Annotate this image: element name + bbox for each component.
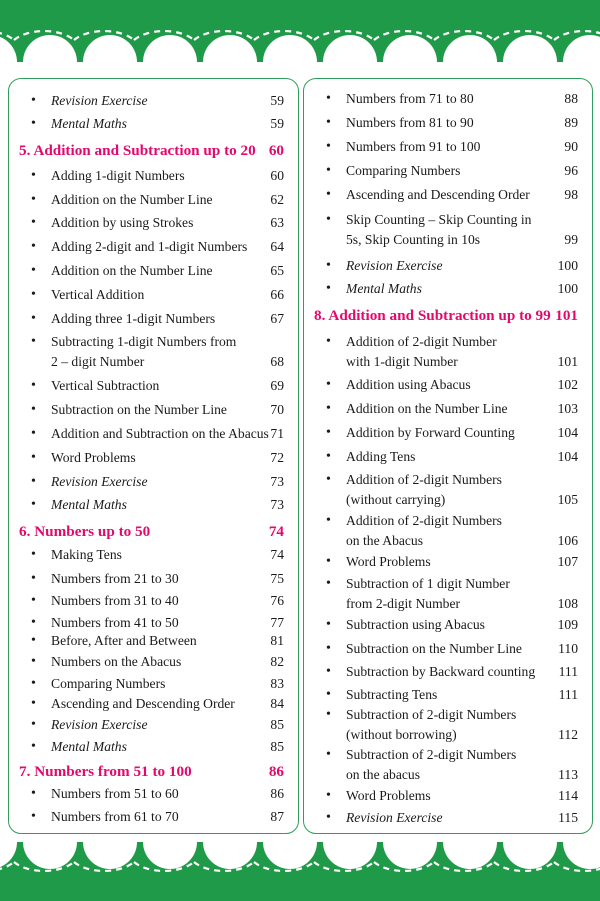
toc-entry (9, 213, 298, 233)
scallop-border-top (0, 0, 600, 62)
bullet-icon: • (31, 263, 36, 278)
toc-entry (304, 185, 592, 205)
toc-entry (9, 332, 298, 372)
toc-entry-title: Adding Tens (346, 449, 416, 464)
toc-entry (304, 447, 592, 467)
toc-entry-title: Mental Maths (51, 739, 127, 754)
toc-entry (9, 261, 298, 281)
toc-entry (9, 715, 298, 735)
bullet-icon: • (31, 192, 36, 207)
toc-entry-title: Revision Exercise (346, 258, 443, 273)
toc-page-number: 67 (270, 311, 284, 326)
toc-page-number: 87 (270, 809, 284, 824)
bullet-icon: • (31, 239, 36, 254)
toc-entry-title: Addition of 2-digit Number (346, 334, 497, 349)
toc-entry-title: Adding 1-digit Numbers (51, 168, 185, 183)
toc-chapter-heading (9, 522, 298, 542)
toc-page-number: 68 (270, 354, 284, 369)
bullet-icon: • (31, 497, 36, 512)
bullet-icon: • (31, 654, 36, 669)
toc-entry (304, 210, 592, 250)
toc-entry (9, 807, 298, 827)
toc-entry (9, 166, 298, 186)
toc-page-number: 63 (270, 215, 284, 230)
toc-page-number: 66 (270, 287, 284, 302)
toc-entry-title: Numbers from 61 to 70 (51, 809, 179, 824)
toc-entry-title: Vertical Addition (51, 287, 145, 302)
toc-entry-title: Numbers on the Abacus (51, 654, 182, 669)
toc-entry (9, 190, 298, 210)
bullet-icon: • (31, 311, 36, 326)
toc-entry-title: Subtraction using Abacus (346, 617, 485, 632)
toc-page-number: 85 (270, 739, 284, 754)
toc-entry (304, 786, 592, 806)
toc-entry (304, 137, 592, 157)
toc-page-number: 105 (557, 492, 578, 507)
toc-page-number: 70 (270, 402, 284, 417)
toc-page-number: 71 (270, 426, 284, 441)
bullet-icon: • (31, 809, 36, 824)
toc-page-number: 73 (270, 497, 284, 512)
toc-entry-title: Addition of 2-digit Numbers (346, 472, 502, 487)
bullet-icon: • (31, 402, 36, 417)
toc-page-number: 89 (564, 115, 578, 130)
bullet-icon: • (326, 281, 331, 296)
toc-entry (9, 400, 298, 420)
toc-entry-title: Subtracting 1-digit Numbers from (51, 334, 237, 349)
bullet-icon: • (326, 449, 331, 464)
bullet-icon: • (326, 425, 331, 440)
toc-entry (9, 545, 298, 565)
bullet-icon: • (31, 215, 36, 230)
toc-entry-title: Word Problems (346, 554, 431, 569)
toc-page-number: 69 (270, 378, 284, 393)
toc-page-number: 101 (557, 354, 578, 369)
bullet-icon: • (31, 378, 36, 393)
toc-entry (9, 737, 298, 757)
toc-entry (9, 114, 298, 134)
toc-entry-title: Mental Maths (346, 281, 422, 296)
bullet-icon: • (31, 633, 36, 648)
toc-entry (9, 376, 298, 396)
toc-entry (304, 685, 592, 705)
bullet-icon: • (31, 93, 36, 108)
toc-entry-title: Making Tens (51, 547, 122, 562)
toc-page-number: 62 (270, 192, 284, 207)
bullet-icon: • (31, 739, 36, 754)
toc-entry-title: 7. Numbers from 51 to 100 (19, 763, 192, 780)
toc-page-number: 59 (270, 93, 284, 108)
toc-page-number: 64 (270, 239, 284, 254)
toc-entry (304, 375, 592, 395)
toc-entry-title: Adding 2-digit and 1-digit Numbers (51, 239, 248, 254)
bullet-icon: • (326, 747, 331, 762)
toc-page-number: 90 (564, 139, 578, 154)
toc-entry (9, 237, 298, 257)
toc-page-number: 100 (557, 258, 578, 273)
toc-page-number: 88 (564, 91, 578, 106)
toc-entry (304, 256, 592, 276)
toc-entry-title: from 2-digit Number (346, 596, 461, 611)
toc-entry (9, 674, 298, 694)
bullet-icon: • (326, 687, 331, 702)
toc-entry (9, 613, 298, 633)
toc-entry-title: Addition on the Number Line (51, 192, 213, 207)
toc-entry (9, 285, 298, 305)
bullet-icon: • (326, 810, 331, 825)
toc-page-number: 74 (270, 547, 284, 562)
toc-entry-title: Before, After and Between (51, 633, 197, 648)
toc-entry (304, 705, 592, 745)
bullet-icon: • (326, 472, 331, 487)
toc-page-number: 113 (558, 767, 578, 782)
toc-page-number: 104 (557, 425, 578, 440)
toc-page-number: 108 (557, 596, 578, 611)
toc-entry-title: Numbers from 71 to 80 (346, 91, 474, 106)
toc-entry-title: Numbers from 51 to 60 (51, 786, 179, 801)
bottom-decorative-band (0, 842, 600, 901)
toc-entry-title: Skip Counting – Skip Counting in (346, 212, 532, 227)
bullet-icon: • (326, 554, 331, 569)
toc-chapter-heading (304, 306, 592, 326)
toc-entry (304, 423, 592, 443)
toc-entry-title: Numbers from 81 to 90 (346, 115, 474, 130)
toc-page-number: 82 (270, 654, 284, 669)
toc-page-number: 84 (270, 696, 284, 711)
toc-entry-title: on the abacus (346, 767, 420, 782)
toc-entry-title: 5. Addition and Subtraction up to 20 (19, 142, 256, 159)
toc-page-number: 102 (557, 377, 578, 392)
bullet-icon: • (326, 707, 331, 722)
toc-page-number: 65 (270, 263, 284, 278)
bullet-icon: • (326, 664, 331, 679)
toc-entry-title: Subtraction on the Number Line (346, 641, 522, 656)
toc-entry-title: Addition and Subtraction on the Abacus (51, 426, 269, 441)
toc-page-number: 96 (564, 163, 578, 178)
toc-entry-title: Revision Exercise (51, 93, 148, 108)
toc-entry-title: Subtraction by Backward counting (346, 664, 536, 679)
toc-page-number: 81 (270, 633, 284, 648)
bullet-icon: • (31, 426, 36, 441)
toc-entry-title: Numbers from 31 to 40 (51, 593, 179, 608)
toc-page-number: 76 (270, 593, 284, 608)
toc-entry-title: Subtraction of 1 digit Number (346, 576, 510, 591)
toc-entry (9, 631, 298, 651)
bullet-icon: • (326, 115, 331, 130)
toc-entry-title: Subtraction on the Number Line (51, 402, 227, 417)
toc-entry (9, 424, 298, 444)
toc-page-number: 59 (270, 116, 284, 131)
toc-page-number: 104 (557, 449, 578, 464)
bullet-icon: • (326, 212, 331, 227)
toc-page-number: 101 (555, 307, 578, 324)
toc-entry (304, 552, 592, 572)
toc-page-number: 111 (558, 664, 578, 679)
toc-page-number: 115 (558, 810, 578, 825)
toc-entry-title: Numbers from 21 to 30 (51, 571, 179, 586)
toc-entry-title: Numbers from 91 to 100 (346, 139, 481, 154)
toc-page-number: 103 (557, 401, 578, 416)
toc-page-number: 109 (557, 617, 578, 632)
toc-entry-title: Numbers from 41 to 50 (51, 615, 179, 630)
toc-page-number: 60 (270, 168, 284, 183)
toc-entry-title: Addition using Abacus (346, 377, 471, 392)
bullet-icon: • (326, 187, 331, 202)
toc-entry-title: 6. Numbers up to 50 (19, 523, 151, 540)
toc-page-number: 83 (270, 676, 284, 691)
toc-entry-title: Word Problems (346, 788, 431, 803)
toc-page-number: 99 (564, 232, 578, 247)
toc-entry-title: Vertical Subtraction (51, 378, 160, 393)
bullet-icon: • (31, 593, 36, 608)
bullet-icon: • (31, 615, 36, 630)
bullet-icon: • (326, 576, 331, 591)
toc-entry-title: Addition on the Number Line (51, 263, 213, 278)
toc-entry-title: Revision Exercise (51, 474, 148, 489)
toc-entry (304, 279, 592, 299)
bullet-icon: • (31, 676, 36, 691)
top-decorative-band (0, 0, 600, 62)
toc-entry-title: 2 – digit Number (51, 354, 145, 369)
toc-entry (9, 591, 298, 611)
toc-page-number: 72 (270, 450, 284, 465)
toc-entry (304, 399, 592, 419)
toc-entry (9, 569, 298, 589)
toc-entry (9, 91, 298, 111)
toc-entry-title: 5s, Skip Counting in 10s (346, 232, 481, 247)
toc-entry-title: Addition of 2-digit Numbers (346, 513, 502, 528)
toc-page-number: 110 (558, 641, 578, 656)
toc-chapter-heading (9, 141, 298, 161)
toc-column-right (303, 78, 593, 834)
toc-page-number: 111 (558, 687, 578, 702)
toc-entry (304, 745, 592, 785)
toc-entry-title: Revision Exercise (346, 810, 443, 825)
toc-page-number: 60 (268, 142, 284, 159)
scallop-border-bottom (0, 842, 600, 901)
toc-entry (304, 511, 592, 551)
bullet-icon: • (31, 287, 36, 302)
bullet-icon: • (31, 547, 36, 562)
toc-entry (304, 113, 592, 133)
bullet-icon: • (31, 786, 36, 801)
bullet-icon: • (326, 139, 331, 154)
toc-entry-title: Comparing Numbers (51, 676, 166, 691)
toc-page-number: 100 (557, 281, 578, 296)
toc-entry-title: (without carrying) (346, 492, 446, 507)
toc-entry-title: with 1-digit Number (346, 354, 458, 369)
toc-entry (304, 662, 592, 682)
toc-entry (9, 495, 298, 515)
toc-entry (304, 808, 592, 828)
toc-entry-title: Word Problems (51, 450, 136, 465)
toc-entry-title: Addition by using Strokes (51, 215, 194, 230)
toc-entry-title: Subtracting Tens (346, 687, 438, 702)
toc-chapter-heading (9, 762, 298, 782)
toc-entry (9, 652, 298, 672)
toc-entry-title: 8. Addition and Subtraction up to 99 (314, 307, 551, 324)
bullet-icon: • (326, 617, 331, 632)
bullet-icon: • (31, 334, 36, 349)
toc-entry-title: Subtraction of 2-digit Numbers (346, 707, 517, 722)
bullet-icon: • (31, 717, 36, 732)
toc-entry (304, 615, 592, 635)
toc-page-number: 86 (268, 763, 284, 780)
toc-entry-title: Subtraction of 2-digit Numbers (346, 747, 517, 762)
toc-entry-title: (without borrowing) (346, 727, 457, 742)
bullet-icon: • (31, 116, 36, 131)
toc-page-number: 74 (268, 523, 284, 540)
toc-entry (304, 161, 592, 181)
toc-entry-title: Ascending and Descending Order (51, 696, 235, 711)
toc-page-number: 114 (558, 788, 578, 803)
bullet-icon: • (31, 450, 36, 465)
bullet-icon: • (326, 377, 331, 392)
toc-page-number: 85 (270, 717, 284, 732)
toc-page-number: 112 (558, 727, 578, 742)
bullet-icon: • (326, 334, 331, 349)
toc-entry (304, 332, 592, 372)
bullet-icon: • (326, 641, 331, 656)
toc-page-number: 75 (270, 571, 284, 586)
toc-entry-title: Revision Exercise (51, 717, 148, 732)
bullet-icon: • (31, 696, 36, 711)
toc-entry (9, 784, 298, 804)
toc-entry (9, 472, 298, 492)
bullet-icon: • (31, 168, 36, 183)
toc-entry-title: Addition on the Number Line (346, 401, 508, 416)
bullet-icon: • (326, 401, 331, 416)
toc-page-number: 86 (270, 786, 284, 801)
bullet-icon: • (326, 163, 331, 178)
toc-page-number: 98 (564, 187, 578, 202)
toc-column-left (8, 78, 299, 834)
bullet-icon: • (326, 91, 331, 106)
toc-entry-title: Comparing Numbers (346, 163, 461, 178)
toc-entry-title: on the Abacus (346, 533, 424, 548)
toc-entry (9, 309, 298, 329)
toc-page-number: 106 (557, 533, 578, 548)
toc-page-number: 107 (557, 554, 578, 569)
toc-entry (304, 470, 592, 510)
bullet-icon: • (326, 788, 331, 803)
toc-entry-title: Adding three 1-digit Numbers (51, 311, 216, 326)
toc-entry (304, 89, 592, 109)
bullet-icon: • (31, 474, 36, 489)
toc-entry-title: Mental Maths (51, 116, 127, 131)
toc-entry-title: Ascending and Descending Order (346, 187, 530, 202)
toc-entry-title: Mental Maths (51, 497, 127, 512)
toc-page-number: 73 (270, 474, 284, 489)
toc-entry (304, 574, 592, 614)
toc-entry-title: Addition by Forward Counting (346, 425, 515, 440)
toc-entry (9, 694, 298, 714)
bullet-icon: • (31, 571, 36, 586)
toc-entry (9, 448, 298, 468)
bullet-icon: • (326, 513, 331, 528)
toc-page-number: 77 (270, 615, 284, 630)
bullet-icon: • (326, 258, 331, 273)
toc-entry (304, 639, 592, 659)
